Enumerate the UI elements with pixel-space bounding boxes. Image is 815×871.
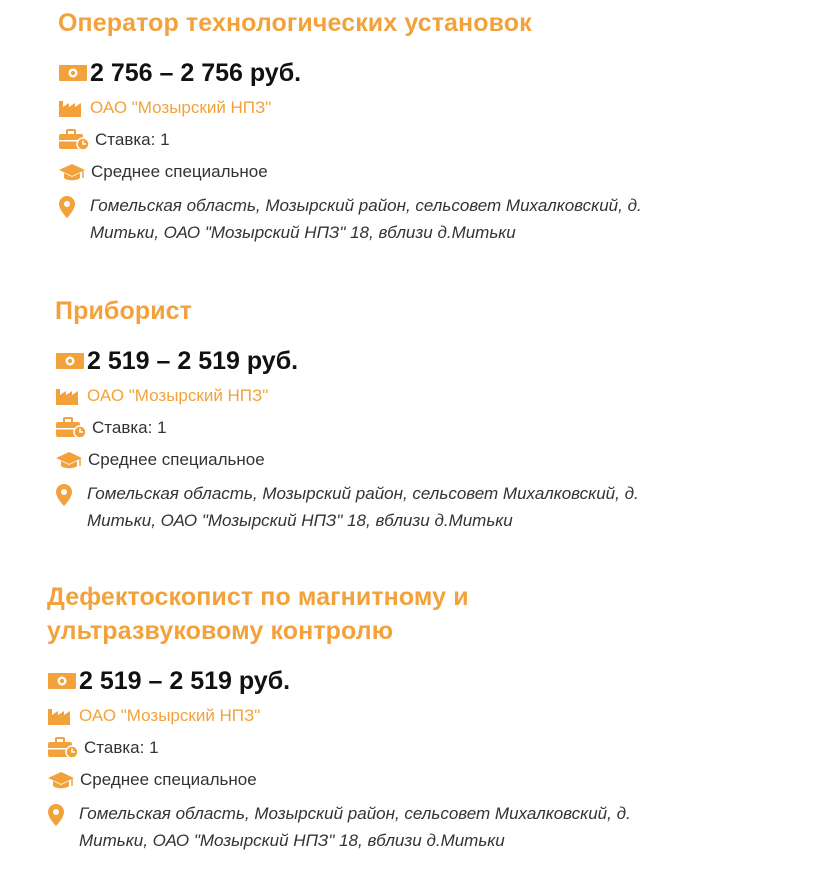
graduation-cap-icon bbox=[58, 162, 86, 182]
education-row bbox=[58, 161, 758, 183]
address-text bbox=[79, 800, 689, 854]
factory-icon bbox=[58, 98, 82, 118]
address-row bbox=[58, 192, 758, 246]
address-row bbox=[55, 480, 755, 534]
address-line: Митьки, ОАО "Мозырский НПЗ" 18, вблизи д.Митьки bbox=[87, 511, 513, 530]
vacancy-title[interactable]: Оператор технологических установок bbox=[58, 9, 532, 37]
factory-icon bbox=[47, 706, 71, 726]
education-text: Среднее специальное bbox=[88, 450, 265, 469]
graduation-cap-icon bbox=[55, 450, 83, 470]
address-line: Гомельская область, Мозырский район, сельсовет Михалковский, д. bbox=[90, 196, 642, 215]
company-row bbox=[55, 385, 755, 407]
address-text bbox=[90, 192, 700, 246]
graduation-cap-icon bbox=[47, 770, 75, 790]
factory-icon bbox=[55, 386, 79, 406]
briefcase-clock-icon bbox=[47, 737, 79, 759]
briefcase-clock-icon bbox=[55, 417, 87, 439]
company-link[interactable]: ОАО "Мозырский НПЗ" bbox=[79, 706, 261, 725]
education-row bbox=[47, 769, 747, 791]
map-pin-icon bbox=[47, 803, 65, 827]
vacancy-title-line[interactable]: Дефектоскопист по магнитному и bbox=[47, 583, 469, 611]
address-text bbox=[87, 480, 697, 534]
vacancy-card bbox=[47, 580, 747, 854]
salary-range: 2 519 – 2 519 руб. bbox=[87, 347, 299, 375]
vacancy-title[interactable] bbox=[47, 580, 747, 648]
salary-range: 2 756 – 2 756 руб. bbox=[90, 59, 302, 87]
briefcase-clock-icon bbox=[58, 129, 90, 151]
rate-text: Ставка: 1 bbox=[84, 738, 159, 757]
money-icon bbox=[58, 63, 88, 83]
address-row bbox=[47, 800, 747, 854]
address-line: Гомельская область, Мозырский район, сельсовет Михалковский, д. bbox=[87, 484, 639, 503]
education-text: Среднее специальное bbox=[91, 162, 268, 181]
address-line: Митьки, ОАО "Мозырский НПЗ" 18, вблизи д.Митьки bbox=[90, 223, 516, 242]
rate-row bbox=[47, 737, 747, 759]
address-line: Гомельская область, Мозырский район, сельсовет Михалковский, д. bbox=[79, 804, 631, 823]
vacancy-card bbox=[55, 294, 755, 534]
map-pin-icon bbox=[58, 195, 76, 219]
salary-row bbox=[55, 345, 755, 377]
salary-row bbox=[47, 665, 747, 697]
vacancy-title-line[interactable]: ультразвуковому контролю bbox=[47, 617, 394, 645]
money-icon bbox=[55, 351, 85, 371]
vacancy-title[interactable]: Приборист bbox=[55, 297, 193, 325]
rate-row bbox=[58, 129, 758, 151]
salary-range: 2 519 – 2 519 руб. bbox=[79, 667, 291, 695]
rate-text: Ставка: 1 bbox=[95, 130, 170, 149]
salary-row bbox=[58, 57, 758, 89]
money-icon bbox=[47, 671, 77, 691]
education-text: Среднее специальное bbox=[80, 770, 257, 789]
rate-text: Ставка: 1 bbox=[92, 418, 167, 437]
company-link[interactable]: ОАО "Мозырский НПЗ" bbox=[87, 386, 269, 405]
vacancy-card bbox=[58, 6, 758, 246]
education-row bbox=[55, 449, 755, 471]
rate-row bbox=[55, 417, 755, 439]
address-line: Митьки, ОАО "Мозырский НПЗ" 18, вблизи д.Митьки bbox=[79, 831, 505, 850]
company-row bbox=[58, 97, 758, 119]
company-link[interactable]: ОАО "Мозырский НПЗ" bbox=[90, 98, 272, 117]
company-row bbox=[47, 705, 747, 727]
map-pin-icon bbox=[55, 483, 73, 507]
